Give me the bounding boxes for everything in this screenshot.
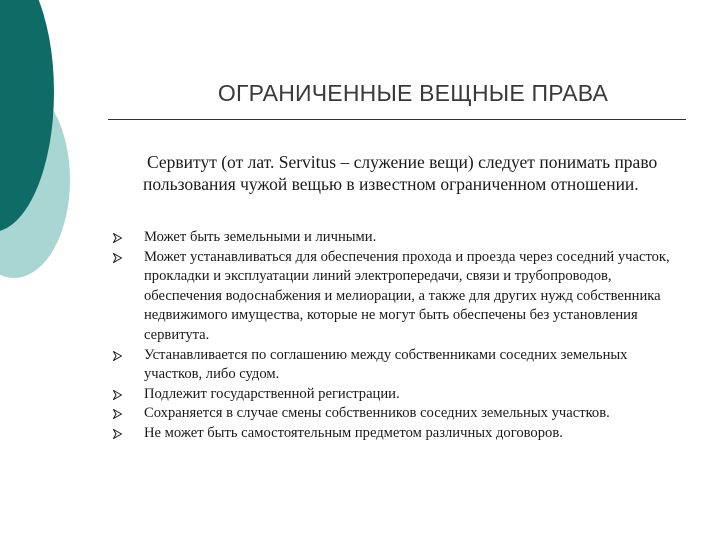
- list-item-text: Не может быть самостоятельным предметом различных договоров.: [144, 424, 563, 441]
- list-item: [113, 385, 688, 405]
- list-item: [113, 424, 688, 444]
- list-item-text: Подлежит государственной регистрации.: [144, 385, 400, 402]
- arrowhead-bullet-icon: [113, 429, 122, 439]
- intro-paragraph: Сервитут (от лат. Servitus – служение вещи) следует понимать право пользования чужой вещью в известном ограниченном отношении.: [143, 152, 658, 194]
- list-item-text: Устанавливается по соглашению между собственниками соседних земельных участков, либо судом.: [144, 346, 628, 383]
- list-item-text: Может быть земельными и личными.: [144, 229, 377, 245]
- list-item: [113, 346, 688, 385]
- arrowhead-bullet-icon: [113, 409, 122, 419]
- list-item: [113, 404, 688, 424]
- title-divider: [108, 119, 686, 120]
- list-item-text: Сохраняется в случае смены собственников соседних земельных участков.: [144, 405, 610, 422]
- list-item: [113, 248, 688, 346]
- list-item-text: Может устанавливаться для обеспечения прохода и проезда через соседний участок, прокладки и эксплуатации линий электропередачи, связи и трубопроводов, обеспечения водоснабжения и мелиорации, а также для других нужд собственника недвижимого имущества, которые не могут быть обеспечены без установления сервитута.: [144, 248, 670, 343]
- list-item: [113, 228, 688, 248]
- decorative-circles: [0, 0, 110, 300]
- arrowhead-bullet-icon: [113, 233, 122, 243]
- bullet-list: [113, 228, 688, 444]
- slide-title: ОГРАНИЧЕННЫЕ ВЕЩНЫЕ ПРАВА: [217, 80, 609, 106]
- arrowhead-bullet-icon: [113, 253, 122, 263]
- arrowhead-bullet-icon: [113, 351, 122, 361]
- arrowhead-bullet-icon: [113, 390, 122, 400]
